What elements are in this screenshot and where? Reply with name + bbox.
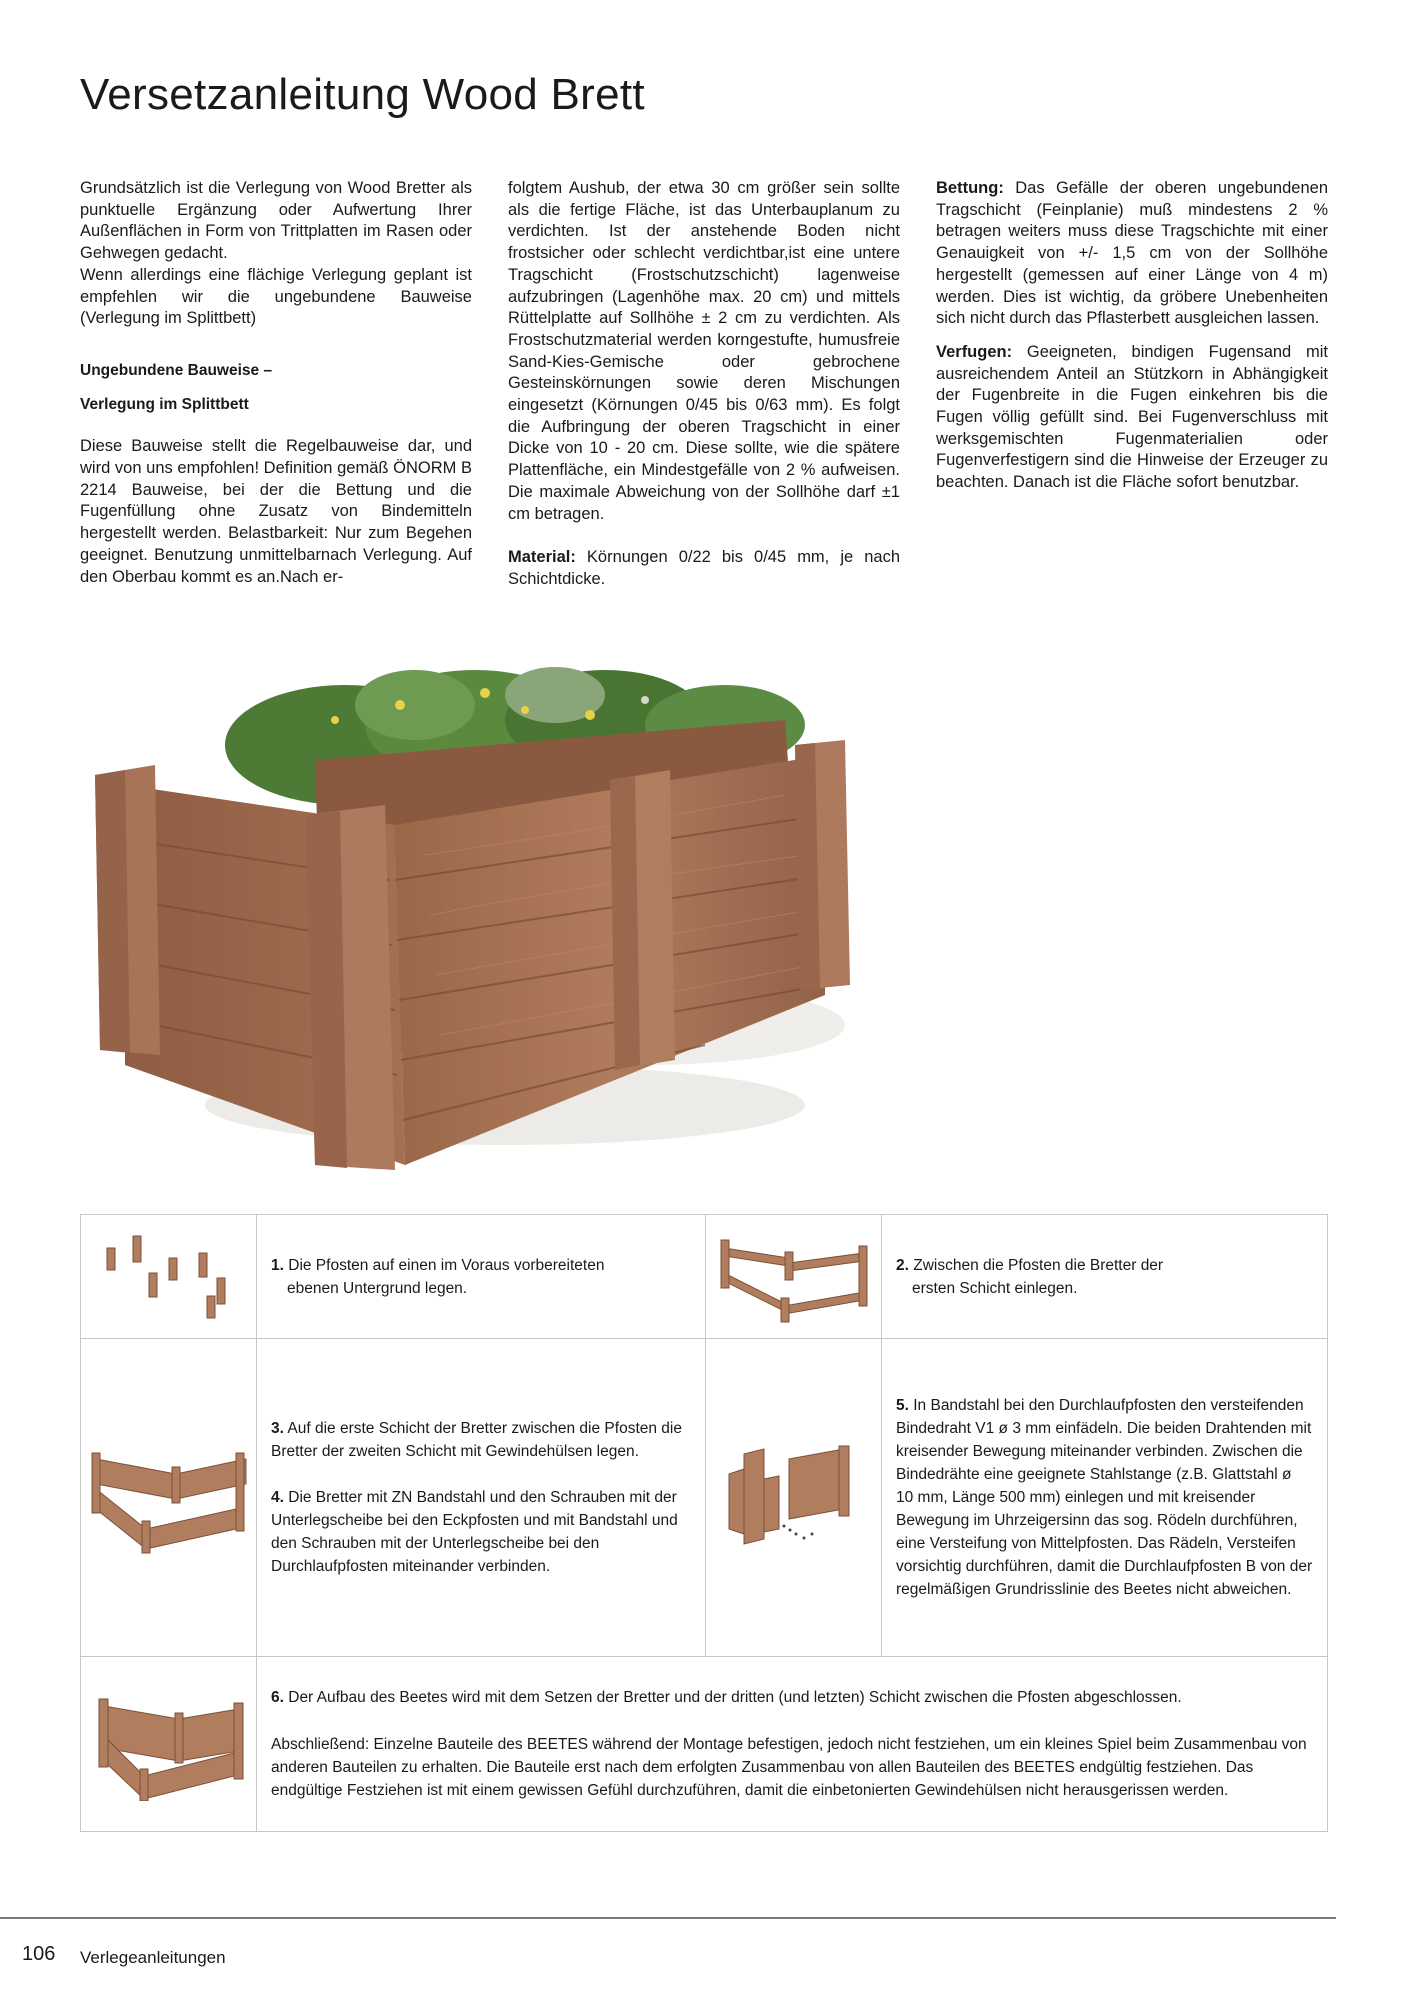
step-2-line-2: ersten Schicht einlegen. (912, 1279, 1078, 1297)
step-2-text (882, 1215, 1328, 1339)
loose-posts-illustration (89, 1218, 249, 1328)
step-6-number: 6. (271, 1689, 284, 1706)
step-3-number: 3. (271, 1420, 284, 1437)
page-title: Versetzanleitung Wood Brett (80, 70, 645, 119)
text-column-1 (80, 178, 472, 600)
step-6-image (81, 1657, 257, 1832)
step-5-number: 5. (896, 1397, 909, 1414)
step-1-line-2: ebenen Untergrund legen. (287, 1279, 468, 1297)
step-6-description: Der Aufbau des Beetes wird mit dem Setzen der Bretter und der dritten (und letzten) Schicht zwischen die Pfosten abgeschlossen. (283, 1689, 1182, 1706)
steps-row-1 (81, 1215, 1328, 1339)
second-layer-illustration (86, 1429, 251, 1559)
step-1-image (81, 1215, 257, 1339)
bedding-paragraph (936, 178, 1328, 330)
step-3-description: Auf die erste Schicht der Bretter zwischen die Pfosten die Bretter der zweiten Schicht mit Gewindehülsen legen. (271, 1420, 682, 1460)
step-4-number: 4. (271, 1489, 284, 1506)
footer-section-label: Verlegeanleitungen (80, 1948, 226, 1967)
raised-bed-photo (85, 665, 885, 1170)
step-1-line-1: Die Pfosten auf einen im Voraus vorbereiteten (283, 1256, 605, 1274)
subheading-line-2: Verlegung im Splittbett (80, 395, 249, 413)
step-1-text (257, 1215, 706, 1339)
text-column-3 (936, 178, 1328, 506)
text-column-2 (508, 178, 900, 603)
construction-paragraph: Diese Bauweise stellt die Regelbauweise dar, und wird von uns empfohlen! Definition gemäß ÖNORM B 2214 Bauweise, bei der die Bettung und die Fugenfüllung ohne Zusatz von Bindemitteln hergestellt werden. Belastbarkeit: Nur zum Begehen geeignet. Benutzung unmittelbarnach Verlegung. Auf den Oberbau kommt es an.Nach er- (80, 437, 472, 586)
material-text: Körnungen 0/22 bis 0/45 mm, je nach Schichtdicke. (508, 548, 900, 588)
bedding-label: Bettung: (936, 179, 1004, 197)
step-3-4-text (257, 1339, 706, 1657)
material-paragraph (508, 547, 900, 590)
finished-bed-illustration (89, 1681, 249, 1801)
steps-row-3 (81, 1657, 1328, 1832)
step-5-image (706, 1339, 882, 1657)
page-number: 106 (22, 1943, 56, 1965)
step-2-image (706, 1215, 882, 1339)
material-label: Material: (508, 548, 576, 567)
step-2-number: 2. (896, 1256, 909, 1274)
subheading-line-1: Ungebundene Bauweise – (80, 361, 273, 379)
assembly-steps-table (80, 1214, 1328, 1832)
joints-label: Verfugen: (936, 342, 1013, 361)
step-5-description: In Bandstahl bei den Durchlaufpfosten den versteifenden Bindedraht V1 ø 3 mm einfädeln. Die beiden Drahtenden mit kreisender Bewegung miteinander verbinden. Zwischen die Bindedrähte eine geeignete Stahlstange (z.B. Glattstahl ø 10 mm, Länge 500 mm) einlegen und mit kreisender Bewegung im Uhrzeigersinn das sog. Rödeln durchführen, eine Versteifung von Mittelpfosten. Das Rädeln, Versteifen vorsichtig durchführen, damit die Durchlaufpfosten B von der regelmäßigen Grundrisslinie des Beetes nicht abweichen. (896, 1397, 1313, 1598)
step-3-image (81, 1339, 257, 1657)
step-5-text (882, 1339, 1328, 1657)
footer-divider (0, 1917, 1336, 1919)
step-6-text (257, 1657, 1328, 1832)
first-layer-illustration (709, 1218, 879, 1328)
step-2-line-1: Zwischen die Pfosten die Bretter der (908, 1256, 1164, 1274)
joints-text: Geeigneten, bindigen Fugensand mit ausreichendem Anteil an Stützkorn in Abhängigkeit der Fugenbreite in die Fugen einkehren bis die Fugen völlig gefüllt sind. Bei Fugenverschluss mit werksgemischten Fugenmaterialien oder Fugenverfestigern sind die Hinweise der Erzeuger zu beachten. Danach ist die Fläche sofort benutzbar. (936, 342, 1328, 492)
bedding-text: Das Gefälle der oberen ungebundenen Tragschicht (Feinplanie) muß mindestens 2 % betragen weiters muss diese Tragschichte mit einer Genauigkeit von +/- 1,5 cm von der Sollhöhe hergestellt (gemessen auf einer Länge von 4 m) werden. Dies ist wichtig, da gröbere Unebenheiten sich nicht durch das Pflasterbett ausgleichen lassen. (936, 179, 1328, 328)
step-4-description: Die Bretter mit ZN Bandstahl und den Schrauben mit der Unterlegscheibe bei den Eckpfosten und mit Bandstahl und den Schrauben mit der Unterlegscheibe bei den Durchlaufpfosten miteinander verbinden. (271, 1489, 678, 1575)
steps-row-2 (81, 1339, 1328, 1657)
intro-paragraph: Grundsätzlich ist die Verlegung von Wood Bretter als punktuelle Ergänzung oder Aufwertung Ihrer Außenflächen in Form von Trittplatten im Rasen oder Gehwegen gedacht. (80, 179, 472, 263)
joints-paragraph (936, 342, 1328, 494)
excavation-paragraph: folgtem Aushub, der etwa 30 cm größer sein sollte als die fertige Fläche, ist das Unterbauplanum zu verdichten. Ist der anstehende Boden nicht frostsicher oder schlecht verdichtbar,ist eine untere Tragschicht (Frostschutzschicht) lagenweise aufzubringen (Lagenhöhe max. 20 cm) und mittels Rüttelplatte auf Sollhöhe ± 2 cm zu verdichten. Als Frostschutzmaterial werden korngestufte, humusfreie Sand-Kies-Gemische oder gebrochene Gesteinskörnungen sowie deren Mischungen eingesetzt (Körnungen 0/45 bis 0/63 mm). Es folgt die Aufbringung der oberen Tragschicht in einer Dicke von 10 - 20 cm. Diese sollte, wie die spätere Plattenfläche, ein Mindestgefälle von 2 % aufweisen. Die maximale Abweichung von der Sollhöhe darf ±1 cm betragen. (508, 179, 900, 523)
reinforcement-detail-illustration (724, 1434, 864, 1554)
final-note: Abschließend: Einzelne Bauteile des BEETES während der Montage befestigen, jedoch nicht festziehen, um ein kleines Spiel beim Zusammenbau von anderen Bauteilen zu erhalten. Die Bauteile erst nach dem erfolgten Zusammenbau von allen Bauteilen des BEETES endgültig festziehen. Das endgültige Festziehen ist mit einem gewissen Gefühl durchzuführen, damit die einbetonierten Gewindehülsen nicht herausgerissen werden. (271, 1736, 1307, 1799)
recommendation-paragraph: Wenn allerdings eine flächige Verlegung geplant ist empfehlen wir die ungebundene Bauweise (Verlegung im Splittbett) (80, 265, 472, 328)
step-1-number: 1. (271, 1256, 284, 1274)
